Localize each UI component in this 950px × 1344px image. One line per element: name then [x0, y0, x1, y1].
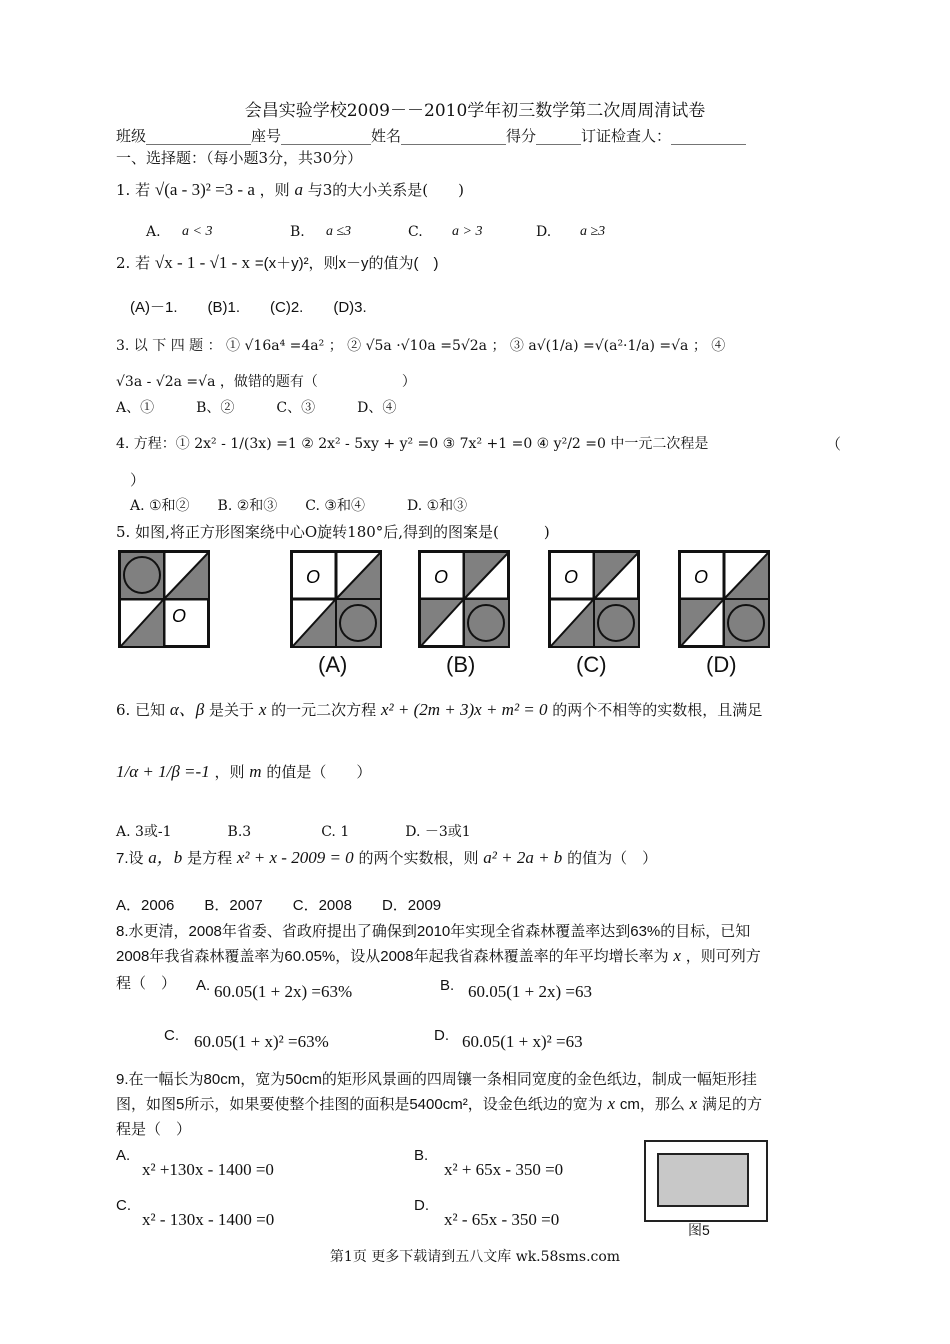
- q9-label-a: A.: [116, 1147, 131, 1164]
- q2-expression: √x - 1 - √1 - x: [154, 253, 251, 272]
- q4-paren-open: （: [826, 435, 842, 453]
- caption-c: (C): [576, 652, 607, 677]
- q9-option-d: x² - 65x - 350 =0: [444, 1210, 560, 1229]
- q8-option-d: 60.05(1 + x)² =63: [462, 1032, 583, 1051]
- question-3: 3. 以 下 四 题 ： ① √16a⁴ =4a² ； ② √5a ·√10a =5√2a ； ③ a√(1/a) =√(a²·1/a) =√a ； ④: [116, 338, 726, 354]
- q7-options: A．2006 B．2007 C．2008 D．2009: [116, 897, 442, 914]
- center-label: O: [172, 606, 187, 626]
- q4-paren-close: ）: [130, 471, 146, 489]
- section-heading: 一、选择题：（每小题3分，共30分）: [116, 149, 363, 167]
- question-3-line-2: √3a - √2a =√a ，做错的题有（ ）: [116, 374, 416, 390]
- question-8-line-2: 2008年我省森林覆盖率为60.05%，设从2008年起我省森林覆盖率的年平均增长率为 x ，则可列方: [116, 946, 761, 965]
- q6-equation: x² + (2m + 3)x + m² = 0: [380, 700, 548, 719]
- question-6: 6. 已知 α、β 是关于 x 的一元二次方程 x² + (2m + 3)x + m² = 0 的两个不相等的实数根，且满足: [116, 700, 763, 719]
- q6-condition: 1/α + 1/β =-1: [116, 762, 210, 781]
- q2-options: (A)－1. (B)1. (C)2. (D)3.: [130, 299, 367, 316]
- q5-original-figure: [118, 550, 210, 648]
- q5-option-b-figure: [418, 550, 510, 648]
- inner-painting: [658, 1154, 748, 1206]
- q1-expression: √(a - 3)² =3 - a: [154, 180, 255, 199]
- q8-option-a: 60.05(1 + 2x) =63%: [214, 982, 353, 1001]
- q5-option-d-figure: [678, 550, 770, 648]
- q9-label-d: D.: [414, 1197, 429, 1214]
- exam-page: 会昌实验学校2009－－2010学年初三数学第二次周周清试卷 班级______________座号____________姓名______________得分______订证检查人：__________ 一、选择题：（每小题3分，共30分） 1. 若 √(a - 3)² =3 - a ，则 a 与3的大小关系是( ) A. a < 3 B. a ≤3 C. a > 3 D. a ≥3 2. 若 √x - 1 - √1 - x =(x＋y)²，则x－y的值为( ) (A)－1. (B)1. (C)2. (D)3. 3. 以 下 四 题 ： ① √16a⁴ =4a² ； ② √5a ·√10a =5√2a ； ③ a√(1/a) =√(a²·1/a) =√a ； ④ √3a - √2a =√a ，做错的题有（ ） A、① B、② C、③ D、④ 4. 方程：① 2x² - 1/(3x) =1 ② 2x² - 5xy + y² =0 ③ 7x² +1 =0 ④ y²/2 =0 中一元二次程是 （ ） A. ①和② B. ②和③ C. ③和④ D. ①和③ 5. 如图,将正方形图案绕中心O旋转180°后,得到的图案是( ) O O O O O (A) (B) (C) (D) 6. 已知 α、β 是关于 x 的一元二次方程 x² + (2m + 3)x + m² = 0 的两个不相等的实数根，且满足 1/α + 1/β =-1 ，则 m 的值是（ ） A. 3或-1 B.3 C. 1 D. －3或1 7.设 a，b 是方程 x² + x - 2009 = 0 的两个实数根，则 a² + 2a + b 的值为（ ） A．2006 B．2007 C．2008 D．2009 8.水更清，2008年省委、省政府提出了确保到2010年实现全省森林覆盖率达到63%的目标，已知 2008年我省森林覆盖率为60.05%，设从2008年起我省森林覆盖率的年平均增长率为 x ，则可列方 程（ ） A. 60.05(1 + 2x) =63% B. 60.05(1 + 2x) =63 C. 60.05(1 + x)² =63% D. 60.05(1 + x)² =63 9.在一幅长为80cm，宽为50cm的矩形风景画的四周镶一条相同宽度的金色纸边，制成一幅矩形挂 图，如图5所示，如果要使整个挂图的面积是5400cm²，设金色纸边的宽为 x cm，那么 x 满足的方 程是（ ） A. x² +130x - 1400 =0 B. x² + 65x - 350 =0 C. x² - 130x - 1400 =0 D. x² - 65x - 350 =0 图5 第1页 更多下载请到五八文库 wk.58sms.com: [0, 0, 950, 1344]
- question-6-line-2: 1/α + 1/β =-1 ，则 m 的值是（ ）: [116, 762, 372, 781]
- page-footer: 第1页 更多下载请到五八文库 wk.58sms.com: [329, 1249, 621, 1265]
- circle-shape: [124, 557, 160, 593]
- q7-expression: a² + 2a + b: [483, 848, 563, 867]
- svg-text:O: O: [434, 567, 449, 587]
- caption-d: (D): [706, 652, 737, 677]
- question-2: 2. 若 √x - 1 - √1 - x =(x＋y)²，则x－y的值为( ): [116, 253, 439, 272]
- q9-option-a: x² +130x - 1400 =0: [142, 1160, 274, 1179]
- caption-a: (A): [318, 652, 348, 677]
- q3-options: A、① B、② C、③ D、④: [116, 400, 397, 416]
- q9-frame-figure: [644, 1140, 768, 1222]
- q9-option-b: x² + 65x - 350 =0: [444, 1160, 564, 1179]
- question-7: 7.设 a，b 是方程 x² + x - 2009 = 0 的两个实数根，则 a² + 2a + b 的值为（ ）: [116, 848, 658, 867]
- q8-option-c: 60.05(1 + x)² =63%: [194, 1032, 329, 1051]
- q5-option-a-figure: [290, 550, 382, 648]
- q8-label-b: B.: [440, 977, 455, 994]
- question-5: 5. 如图,将正方形图案绕中心O旋转180°后,得到的图案是( ): [116, 523, 550, 541]
- q7-equation: x² + x - 2009 = 0: [236, 848, 354, 867]
- q9-figure-caption: 图5: [688, 1222, 710, 1238]
- q9-label-c: C.: [116, 1197, 131, 1214]
- q6-options: A. 3或-1 B.3 C. 1 D. －3或1: [116, 824, 471, 840]
- question-8-line-3: 程（ ）: [116, 975, 177, 992]
- question-8: 8.水更清，2008年省委、省政府提出了确保到2010年实现全省森林覆盖率达到63%的目标，已知: [116, 923, 751, 940]
- q8-label-d: D.: [434, 1027, 449, 1044]
- caption-b: (B): [446, 652, 476, 677]
- question-9: 9.在一幅长为80cm，宽为50cm的矩形风景画的四周镶一条相同宽度的金色纸边，制成一幅矩形挂: [116, 1071, 757, 1088]
- question-1: 1. 若 √(a - 3)² =3 - a ，则 a 与3的大小关系是( ): [116, 180, 464, 199]
- q9-option-c: x² - 130x - 1400 =0: [142, 1210, 275, 1229]
- question-4: 4. 方程：① 2x² - 1/(3x) =1 ② 2x² - 5xy + y² =0 ③ 7x² +1 =0 ④ y²/2 =0 中一元二次程是: [116, 436, 709, 452]
- q8-label-c: C.: [164, 1027, 179, 1044]
- svg-text:O: O: [306, 567, 321, 587]
- question-9-line-3: 程是（ ）: [116, 1121, 192, 1138]
- q4-options: A. ①和② B. ②和③ C. ③和④ D. ①和③: [130, 498, 468, 514]
- header-fields: 班级______________座号____________姓名______________得分______订证检查人：__________: [116, 127, 747, 145]
- q5-option-c-figure: [548, 550, 640, 648]
- page-title: 会昌实验学校2009－－2010学年初三数学第二次周周清试卷: [244, 101, 706, 121]
- q8-label-a: A.: [196, 977, 211, 994]
- q9-label-b: B.: [414, 1147, 429, 1164]
- question-9-line-2: 图，如图5所示，如果要使整个挂图的面积是5400cm²，设金色纸边的宽为 x cm，那么 x 满足的方: [116, 1094, 762, 1113]
- svg-text:O: O: [564, 567, 579, 587]
- q8-option-b: 60.05(1 + 2x) =63: [468, 982, 592, 1001]
- svg-text:O: O: [694, 567, 709, 587]
